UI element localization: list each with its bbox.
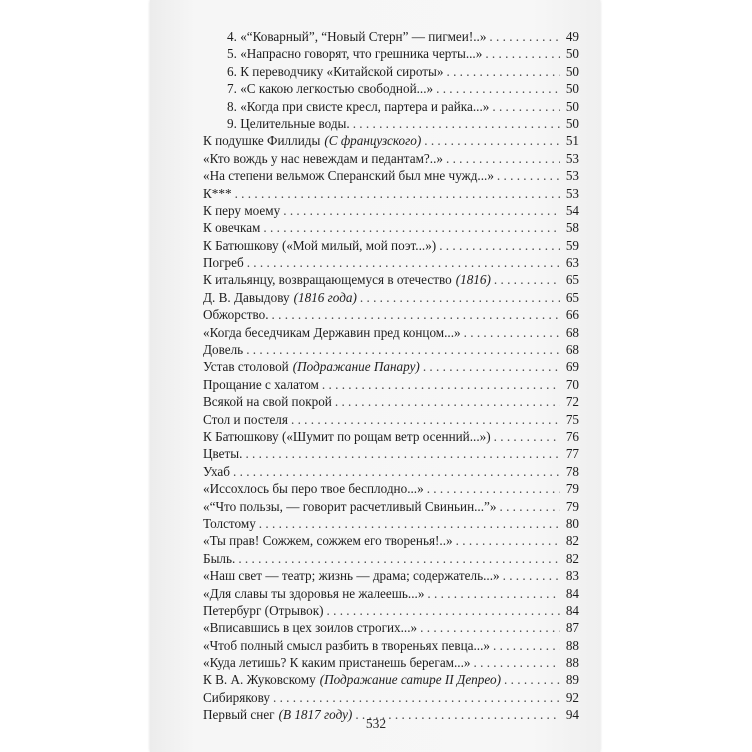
toc-entry [203,254,579,271]
toc-entry-page: 50 [565,63,579,79]
toc-entry-page: 69 [565,359,579,375]
toc-entry-title: Погреб [203,255,244,271]
toc-entry-title: «Вписавшись в цех зоилов строгих...» [203,620,418,636]
dot-leader [492,98,560,115]
toc-entry-page: 84 [565,602,579,618]
toc-entry-title: «На степени вельмож Сперанский был мне чужд...» [203,168,494,184]
toc-entry-title: Устав столовой [203,359,289,375]
toc-entry-title: К В. А. Жуковскому [203,672,316,688]
toc-entry-page: 77 [565,446,579,462]
toc-entry-page: 54 [565,202,579,218]
dot-leader [273,689,560,706]
toc-entry [203,637,579,654]
toc-entry-page: 72 [565,394,579,410]
toc-entry [203,515,579,532]
toc-entry [203,98,579,115]
toc-entry-page: 88 [565,637,579,653]
toc-entry-title: К Батюшкову («Шумит по рощам ветр осенний...») [203,428,491,444]
dot-leader [436,80,560,97]
toc-entry-title: Петербург (Отрывок) [203,602,324,618]
toc-entry-title: «Иссохлось бы перо твое бесплодно...» [203,481,424,497]
toc-entry [203,428,579,445]
dot-leader [494,271,560,288]
dot-leader [456,532,560,549]
dot-leader [446,150,560,167]
toc-entry-title: «Когда беседчикам Державин пред концом...» [203,324,461,340]
toc-entry-page: 50 [565,46,579,62]
toc-entry-page: 50 [565,98,579,114]
dot-leader [327,602,560,619]
dot-leader [439,237,560,254]
dot-leader [291,411,560,428]
dot-leader [259,515,560,532]
toc-entry [203,654,579,671]
toc-entry-page: 76 [565,428,579,444]
toc-entry [203,219,579,236]
toc-entry-title: Стол и постеля [203,411,288,427]
toc-entry-title: 7. «С какою легкостью свободной...» [227,81,434,97]
toc-entry-page: 66 [565,307,579,323]
toc-entry-page: 63 [565,255,579,271]
dot-leader [233,463,560,480]
dot-leader [272,306,560,323]
toc-entry [203,411,579,428]
toc-entry-page: 50 [565,115,579,131]
toc-entry-page: 82 [565,533,579,549]
toc-entry [203,463,579,480]
dot-leader [503,567,560,584]
dot-leader [474,654,561,671]
toc-entry-page: 83 [565,568,579,584]
dot-leader [427,585,560,602]
toc-entry-title: Первый снег [203,707,275,723]
toc-entry-page: 68 [565,342,579,358]
toc-entry-page: 84 [565,585,579,601]
toc-entry [203,393,579,410]
toc-entry-title: Обжорство. [203,307,269,323]
toc-entry-title: Ухаб [203,463,230,479]
toc-entry [203,132,579,149]
toc-entry-title: Довель [203,342,244,358]
toc-entry-title: Быль. [203,550,236,566]
toc-entry [203,28,579,45]
toc-entry [203,376,579,393]
toc-entry [203,150,579,167]
toc-entry-page: 79 [565,481,579,497]
dot-leader [360,289,560,306]
dot-leader [238,550,560,567]
toc-entry-title: «Кто вождь у нас невеждам и педантам?..» [203,150,443,166]
toc-entry [203,602,579,619]
dot-leader [423,358,560,375]
dot-leader [424,132,560,149]
toc-entry-title: К подушке Филлиды [203,133,321,149]
toc-entry-title: К Батюшкову («Мой милый, мой поэт...») [203,237,437,253]
toc-entry-title: К перу моему [203,202,281,218]
toc-entry [203,689,579,706]
dot-leader [497,167,560,184]
toc-entry-title: К овечкам [203,220,261,236]
dot-leader [353,115,560,132]
toc-entry [203,324,579,341]
toc-entry-note: (В 1817 году) [278,707,353,723]
dot-leader [446,63,560,80]
dot-leader [247,254,560,271]
toc-entry-page: 70 [565,376,579,392]
toc-entry [203,445,579,462]
toc-entry-note: (Подражание Панару) [292,359,420,375]
toc-entry-title: «Ты прав! Сожжем, сожжем его творенья!..» [203,533,453,549]
dot-leader [235,185,560,202]
dot-leader [494,428,560,445]
toc-entry-page: 59 [565,237,579,253]
toc-entry [203,63,579,80]
toc-entry-title: К итальянцу, возвращающемуся в отечество [203,272,452,288]
toc-entry [203,480,579,497]
toc-entry [203,45,579,62]
dot-leader [493,637,560,654]
toc-entry-title: «“Что пользы, — говорит расчетливый Свиньин...”» [203,498,497,514]
toc-entry-title: Цветы. [203,446,243,462]
toc-entry-title: К*** [203,185,232,201]
toc-entry [203,671,579,688]
toc-entry [203,167,579,184]
dot-leader [283,202,560,219]
toc-entry-page: 50 [565,81,579,97]
toc-entry-page: 49 [565,29,579,44]
toc-entry-title: Сибирякову [203,689,270,705]
toc-entry-note: (1816) [455,272,491,288]
table-of-contents [203,28,579,724]
toc-entry-page: 53 [565,185,579,201]
toc-entry [203,532,579,549]
toc-entry-page: 87 [565,620,579,636]
toc-entry-page: 82 [565,550,579,566]
toc-entry [203,289,579,306]
toc-entry-title: 5. «Напрасно говорят, что грешника черты...» [227,46,483,62]
dot-leader [263,219,560,236]
dot-leader [420,619,560,636]
toc-entry-note: (Подражание сатире II Депрео) [319,672,502,688]
dot-leader [245,445,560,462]
toc-entry-page: 53 [565,150,579,166]
toc-entry [203,341,579,358]
toc-entry-title: Толстому [203,515,256,531]
toc-entry-page: 80 [565,515,579,531]
dot-leader [504,671,560,688]
toc-entry [203,80,579,97]
toc-entry [203,202,579,219]
toc-entry-page: 88 [565,655,579,671]
toc-entry-page: 92 [565,689,579,705]
toc-entry-page: 89 [565,672,579,688]
dot-leader [485,45,560,62]
toc-entry [203,567,579,584]
toc-entry [203,271,579,288]
toc-entry [203,237,579,254]
toc-entry-note: (1816 года) [293,289,357,305]
dot-leader [499,498,560,515]
toc-entry-page: 78 [565,463,579,479]
toc-entry-page: 65 [565,289,579,305]
dot-leader [322,376,560,393]
toc-entry-page: 65 [565,272,579,288]
toc-entry [203,498,579,515]
dot-leader [489,28,560,45]
toc-entry-title: «Чтоб полный смысл разбить в твореньях певца...» [203,637,490,653]
toc-entry-title: 8. «Когда при свисте кресл, партера и райка...» [227,98,490,114]
toc-entry-note: (С французского) [324,133,422,149]
toc-entry [203,306,579,323]
dot-leader [335,393,560,410]
toc-entry-title: 6. К переводчику «Китайской сироты» [227,63,444,79]
toc-entry [203,619,579,636]
toc-entry-title: «Наш свет — театр; жизнь — драма; содержатель...» [203,568,500,584]
toc-entry-title: Прощание с халатом [203,376,319,392]
toc-entry-title: 9. Целительные воды. [227,115,350,131]
toc-entry-page: 51 [565,133,579,149]
toc-entry-page: 68 [565,324,579,340]
toc-entry-title: Всякой на свой покрой [203,394,332,410]
toc-entry-page: 94 [565,707,579,723]
dot-leader [427,480,560,497]
toc-entry-title: «Куда летишь? К каким пристанешь берегам...» [203,655,471,671]
page-number: 532 [365,716,387,731]
dot-leader [246,341,560,358]
toc-entry-page: 53 [565,168,579,184]
dot-leader [464,324,560,341]
toc-entry-title: 4. «“Коварный”, “Новый Стерн” — пигмеи!..» [227,29,487,44]
toc-entry [203,585,579,602]
toc-entry-page: 75 [565,411,579,427]
toc-entry-page: 79 [565,498,579,514]
toc-entry [203,115,579,132]
toc-entry [203,358,579,375]
toc-entry-title: Д. В. Давыдову [203,289,290,305]
toc-entry [203,550,579,567]
toc-entry [203,185,579,202]
toc-entry-page: 58 [565,220,579,236]
toc-entry-title: «Для славы ты здоровья не жалеешь...» [203,585,425,601]
